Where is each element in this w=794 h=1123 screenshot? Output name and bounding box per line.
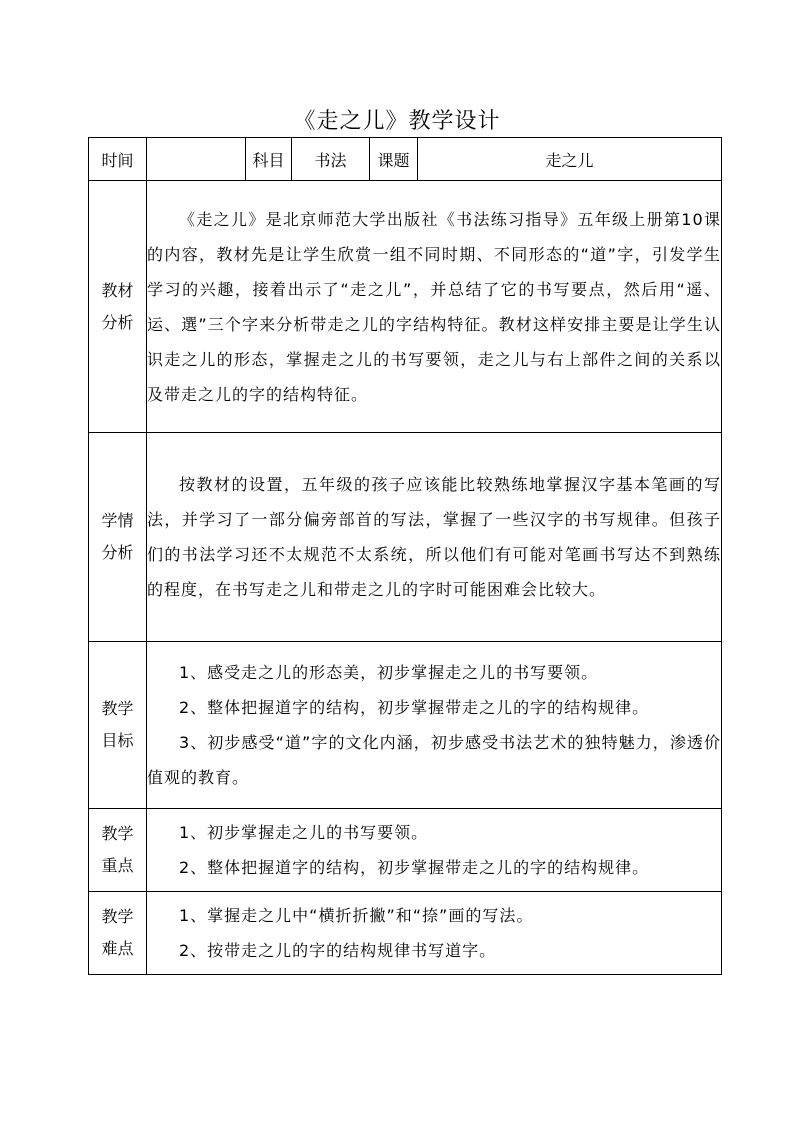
section-student-analysis bbox=[89, 433, 722, 642]
section-label: 教材 分析 bbox=[89, 181, 147, 433]
list-item: 2、整体把握道字的结构，初步掌握带走之儿的字的结构规律。 bbox=[179, 698, 650, 717]
section-content bbox=[147, 181, 722, 433]
section-teaching-difficulty bbox=[89, 892, 722, 975]
section-teaching-focus bbox=[89, 809, 722, 892]
section-content bbox=[147, 892, 722, 975]
list-item: 2、按带走之儿的字的结构规律书写道字。 bbox=[179, 941, 497, 960]
paragraph: 按教材的设置，五年级的孩子应该能比较熟练地掌握汉字基本笔画的写法，并学习了一部分偏旁部首的写法，掌握了一些汉字的书写规律。但孩子们的书法学习还不太规范不太系统，所以他们有可能对笔画书写达不到熟练的程度，在书写走之儿和带走之儿的字时可能困难会比较大。 bbox=[147, 475, 721, 599]
topic-label: 课题 bbox=[370, 138, 418, 181]
list-item: 2、整体把握道字的结构，初步掌握带走之儿的字的结构规律。 bbox=[179, 858, 650, 877]
section-teaching-goals bbox=[89, 642, 722, 809]
header-row bbox=[89, 138, 722, 181]
topic-value: 走之儿 bbox=[418, 138, 722, 181]
section-content bbox=[147, 433, 722, 642]
list-item: 3、初步感受“道”字的文化内涵，初步感受书法艺术的独特魅力，渗透价值观的教育。 bbox=[147, 733, 721, 787]
section-label: 教学 难点 bbox=[89, 892, 147, 975]
time-value bbox=[147, 138, 246, 181]
list-item: 1、掌握走之儿中“横折折撇”和“捺”画的写法。 bbox=[179, 906, 534, 925]
list-item: 1、初步掌握走之儿的书写要领。 bbox=[179, 823, 429, 842]
section-content bbox=[147, 642, 722, 809]
subject-label: 科目 bbox=[246, 138, 292, 181]
section-label: 教学 目标 bbox=[89, 642, 147, 809]
page-title: 《走之儿》教学设计 bbox=[293, 109, 501, 134]
section-content bbox=[147, 809, 722, 892]
time-label: 时间 bbox=[89, 138, 147, 181]
section-label: 教学 重点 bbox=[89, 809, 147, 892]
lesson-plan-table bbox=[88, 137, 722, 975]
list-item: 1、感受走之儿的形态美，初步掌握走之儿的书写要领。 bbox=[179, 663, 599, 682]
paragraph: 《走之儿》是北京师范大学出版社《书法练习指导》五年级上册第10课的内容，教材先是让学生欣赏一组不同时期、不同形态的“道”字，引发学生学习的兴趣，接着出示了“走之儿”，并总结了它的书写要点，然后用“遥、运、選”三个字来分析带走之儿的字结构特征。教材这样安排主要是让学生认识走之儿的形态，掌握走之儿的书写要领，走之儿与右上部件之间的关系以及带走之儿的字的结构特征。 bbox=[147, 209, 721, 404]
section-textbook-analysis bbox=[89, 181, 722, 433]
subject-value: 书法 bbox=[292, 138, 370, 181]
section-label: 学情 分析 bbox=[89, 433, 147, 642]
